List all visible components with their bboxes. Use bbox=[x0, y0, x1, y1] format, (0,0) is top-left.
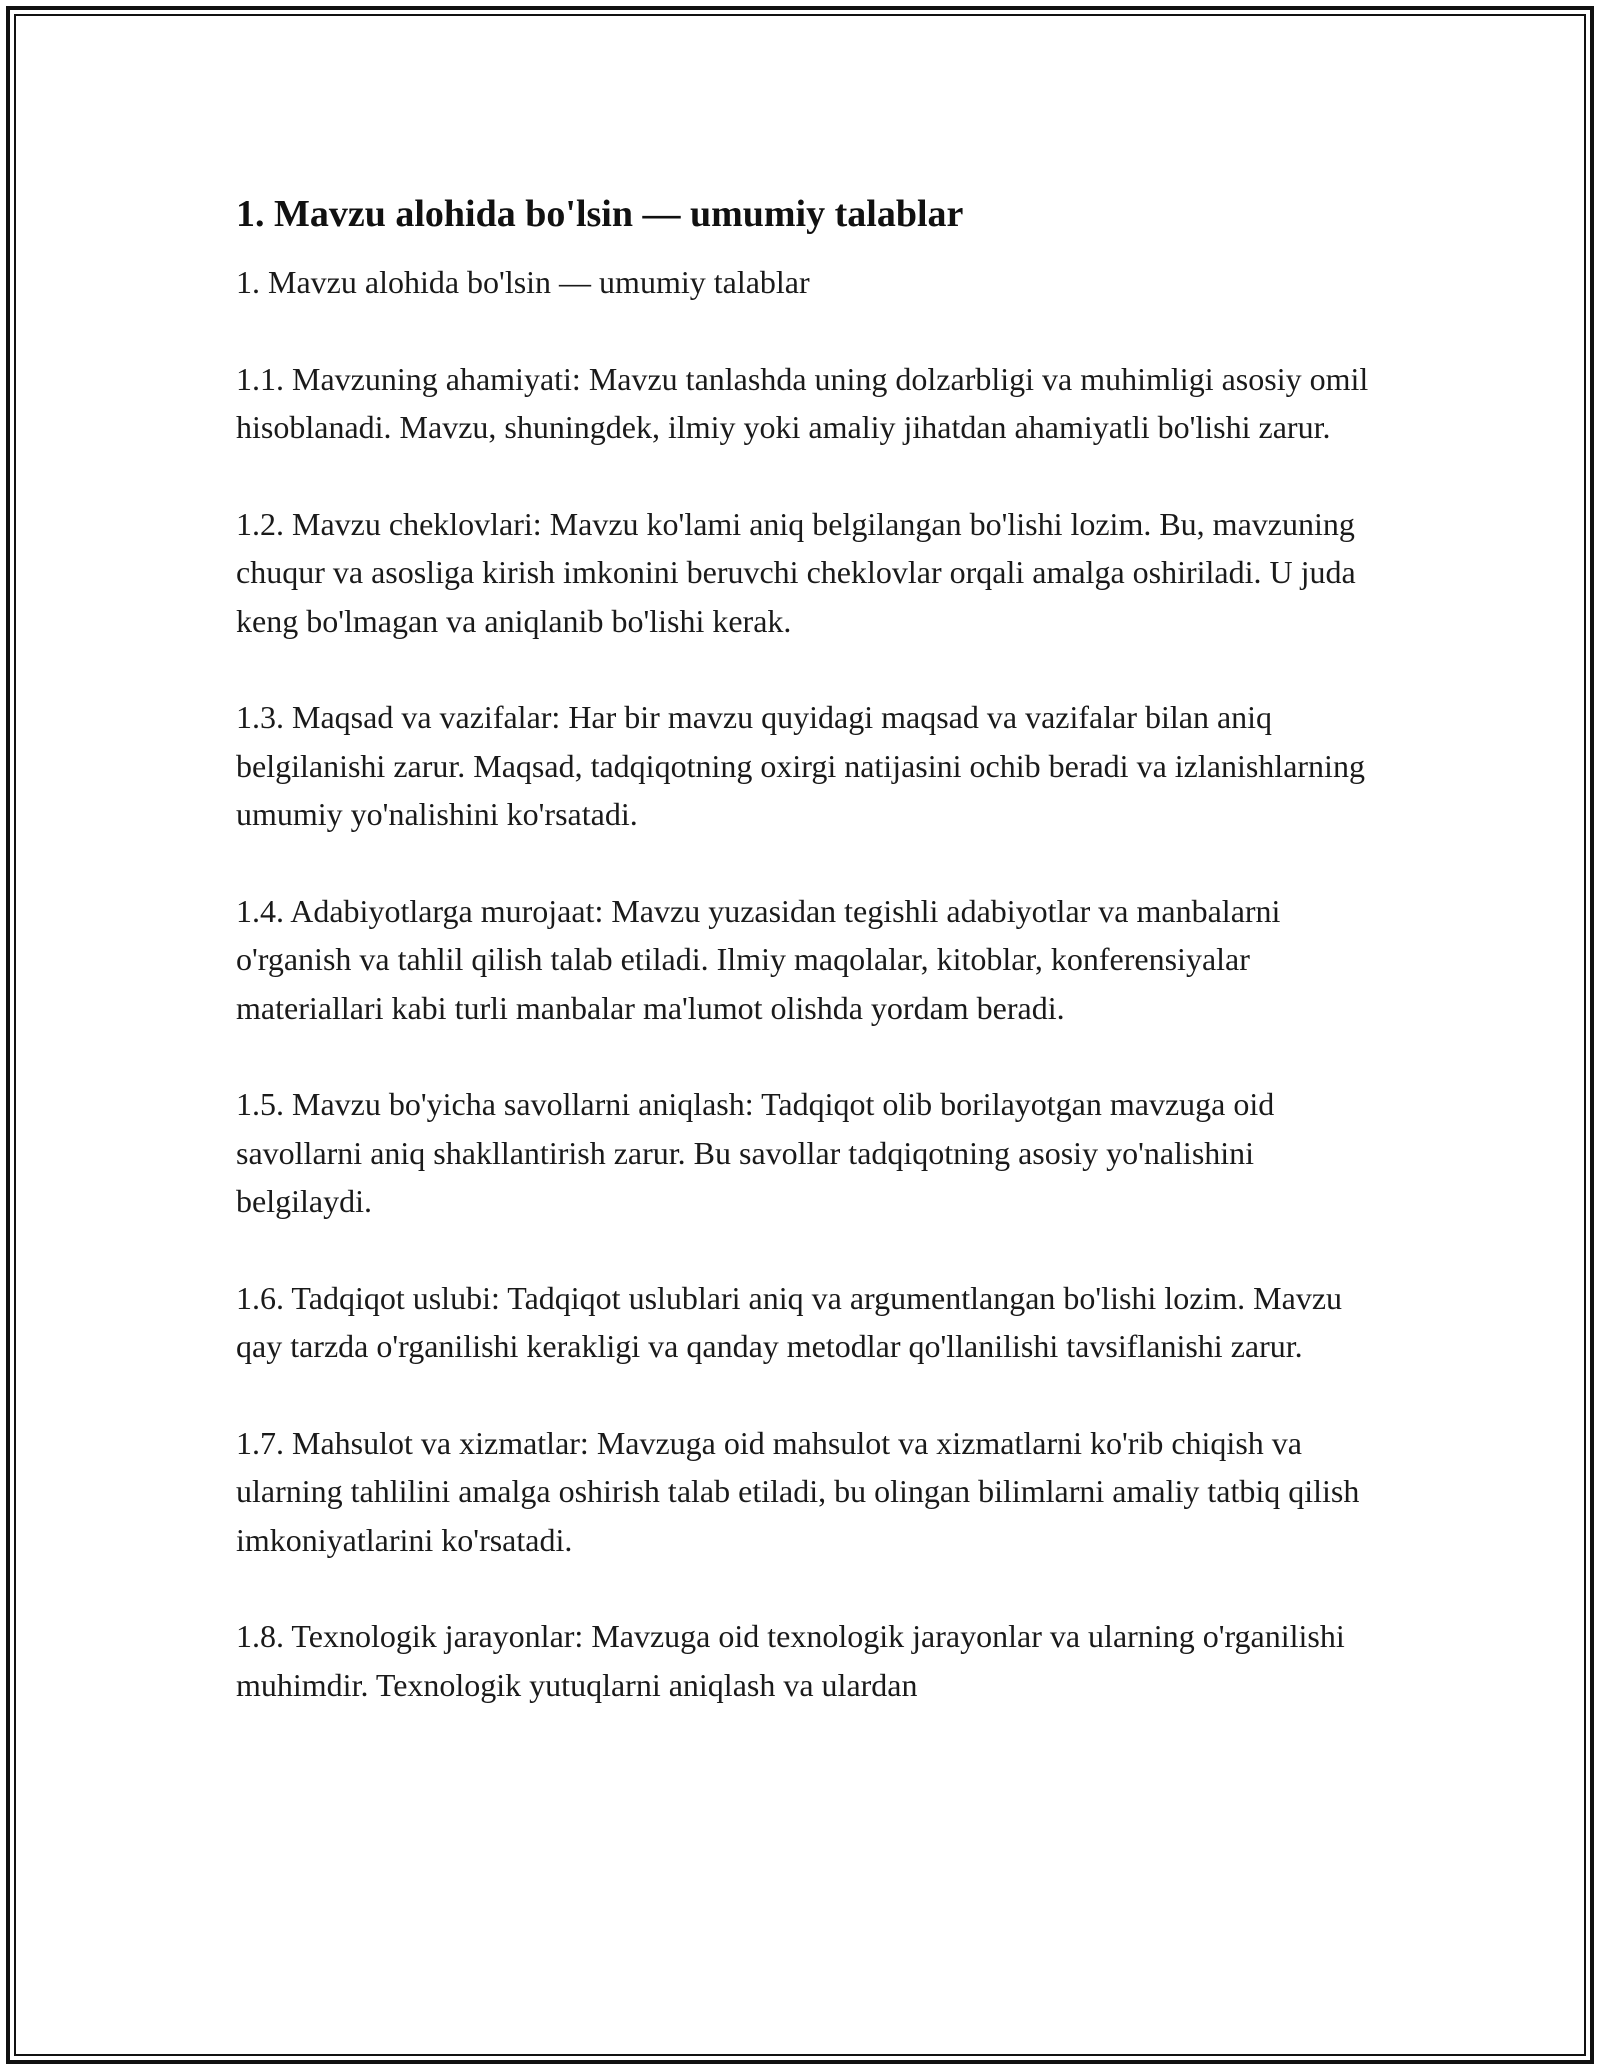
document-heading: 1. Mavzu alohida bo'lsin — umumiy talablar bbox=[236, 193, 964, 235]
paragraph-1-8: 1.8. Texnologik jarayonlar: Mavzuga oid texnologik jarayonlar va ularning o'rganilishi muhimdir. Texnologik yutuqlarni aniqlash va ulardan bbox=[236, 1618, 1345, 1703]
paragraph-1-1: 1.1. Mavzuning ahamiyati: Mavzu tanlashda uning dolzarbligi va muhimligi asosiy omil hisoblanadi. Mavzu, shuningdek, ilmiy yoki amaliy jihatdan ahamiyatli bo'lishi zarur. bbox=[236, 360, 1369, 445]
paragraph-1-4: 1.4. Adabiyotlarga murojaat: Mavzu yuzasidan tegishli adabiyotlar va manbalarni o'rganish va tahlil qilish talab etiladi. Ilmiy maqolalar, kitoblar, konferensiyalar materiallari kabi turli manbalar ma'lumot olishda yordam beradi. bbox=[236, 892, 1281, 1026]
paragraph-intro: 1. Mavzu alohida bo'lsin — umumiy talablar bbox=[236, 264, 810, 300]
paragraph-1-5: 1.5. Mavzu bo'yicha savollarni aniqlash: Tadqiqot olib borilayotgan mavzuga oid savollarni aniq shakllantirish zarur. Bu savollar tadqiqotning asosiy yo'nalishini belgilaydi. bbox=[236, 1086, 1275, 1219]
paragraph-1-2: 1.2. Mavzu cheklovlari: Mavzu ko'lami aniq belgilangan bo'lishi lozim. Bu, mavzuning chuqur va asosliga kirish imkonini beruvchi cheklovlar orqali amalga oshiriladi. U juda keng bo'lmagan va aniqlanib bo'lishi kerak. bbox=[236, 505, 1356, 639]
document-body bbox=[236, 188, 1376, 1757]
paragraph-1-3: 1.3. Maqsad va vazifalar: Har bir mavzu quyidagi maqsad va vazifalar bilan aniq belgilanishi zarur. Maqsad, tadqiqotning oxirgi natijasini ochib beradi va izlanishlarning umumiy yo'nalishini ko'rsatadi. bbox=[236, 699, 1365, 832]
paragraph-1-7: 1.7. Mahsulot va xizmatlar: Mavzuga oid mahsulot va xizmatlarni ko'rib chiqish va ularning tahlilini amalga oshirish talab etiladi, bu olingan bilimlarni amaliy tatbiq qilish imkoniyatlarini ko'rsatadi. bbox=[236, 1424, 1360, 1558]
paragraph-1-6: 1.6. Tadqiqot uslubi: Tadqiqot uslublari aniq va argumentlangan bo'lishi lozim. Mavzu qay tarzda o'rganilishi kerakligi va qanday metodlar qo'llanilishi tavsiflanishi zarur. bbox=[236, 1279, 1343, 1364]
